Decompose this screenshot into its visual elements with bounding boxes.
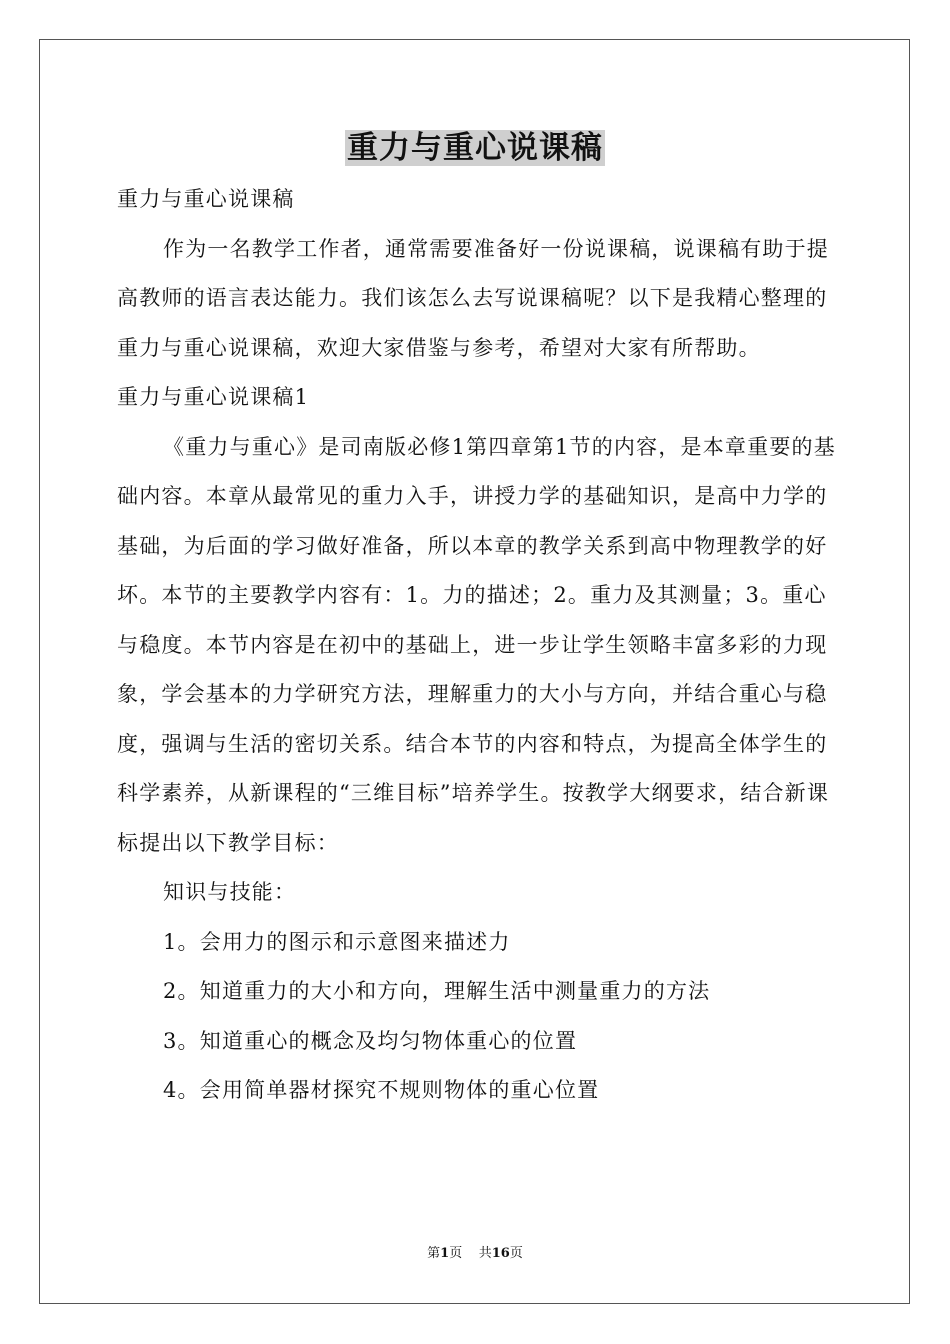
body-paragraph: 《重力与重心》是司南版必修1第四章第1节的内容，是本章重要的基础内容。本章从最常见的重力入手，讲授力学的基础知识，是高中力学的基础，为后面的学习做好准备，所以本章的教学关系到高中物理教学的好坏。本节的主要教学内容有：1。力的描述；2。重力及其测量；3。重心与稳度。本节内容是在初中的基础上，进一步让学生领略丰富多彩的力现象，学会基本的力学研究方法，理解重力的大小与方向，并结合重心与稳度，强调与生活的密切关系。结合本节的内容和特点，为提高全体学生的科学素养，从新课程的“三维目标”培养学生。按教学大纲要求，结合新课标提出以下教学目标： — [117, 434, 836, 855]
intro-paragraph: 作为一名教学工作者，通常需要准备好一份说课稿，说课稿有助于提高教师的语言表达能力。我们该怎么去写说课稿呢？以下是我精心整理的重力与重心说课稿，欢迎大家借鉴与参考，希望对大家有所帮助。 — [117, 236, 829, 360]
objective-item-1: 1。会用力的图示和示意图来描述力 — [163, 929, 511, 954]
page-footer — [0, 1244, 950, 1264]
page-prefix: 第 — [427, 1246, 441, 1261]
document-body — [117, 175, 837, 1116]
objectives-heading: 知识与技能： — [163, 880, 297, 904]
objective-item-3: 3。知道重心的概念及均匀物体重心的位置 — [163, 1028, 578, 1053]
section-heading: 重力与重心说课稿1 — [117, 385, 310, 409]
page-current: 1 — [440, 1246, 450, 1261]
page-suffix: 页 — [449, 1246, 463, 1261]
document-subtitle: 重力与重心说课稿 — [117, 187, 295, 211]
objective-item-2: 2。知道重力的大小和方向，理解生活中测量重力的方法 — [163, 979, 711, 1003]
total-suffix: 页 — [509, 1246, 523, 1261]
document-title-text: 重力与重心说课稿 — [347, 130, 603, 166]
objective-item-4: 4。会用简单器材探究不规则物体的重心位置 — [163, 1078, 600, 1102]
total-prefix: 共 — [478, 1246, 492, 1261]
document-title — [0, 126, 950, 170]
page-total: 16 — [491, 1246, 510, 1261]
